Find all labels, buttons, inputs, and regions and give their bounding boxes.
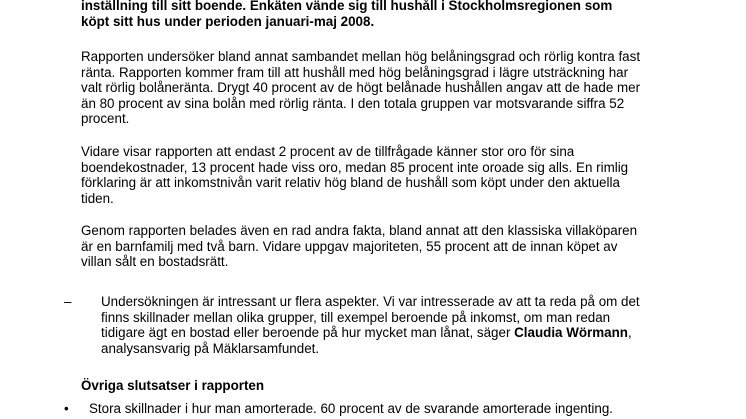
quote-comma: , xyxy=(627,325,632,341)
paragraph-line: förklaring är att inkomstnivån varit relativ hög bland de hushåll som köpt under den aktuella xyxy=(81,175,620,191)
quote-dash: – xyxy=(64,294,72,309)
quote-line: finns skillnader mellan olika grupper, till exempel beroende på inkomst, om man redan xyxy=(101,309,611,325)
quote-text xyxy=(101,294,681,356)
bullet-marker: • xyxy=(64,401,69,416)
intro-paragraph xyxy=(81,0,681,29)
paragraph-line: är en barnfamilj med två barn. Vidare uppgav majoriteten, 55 procent att de innan köpet av xyxy=(81,238,618,254)
intro-line: köpt sitt hus under perioden januari-maj 2008. xyxy=(81,13,375,29)
paragraph-line: valt rörlig bolåneränta. Drygt 40 procent av de högt belånade hushållen angav att de hade mer xyxy=(81,80,641,96)
paragraph-line: procent. xyxy=(81,111,130,127)
bullet-item xyxy=(64,401,744,417)
paragraph-interest-rate xyxy=(81,49,681,127)
paragraph-line: ränta. Rapporten kommer fram till att hushåll med hög belåningsgrad i lägre utsträckning har xyxy=(81,64,629,80)
quote-line xyxy=(101,325,681,341)
paragraph-line: Vidare visar rapporten att endast 2 procent av de tillfrågade känner stor oro för sina xyxy=(81,144,575,159)
quote-line-text: tidigare ägt en bostad eller beroende på hur mycket man lånat, säger xyxy=(101,325,515,341)
paragraph-housing-worry xyxy=(81,144,681,206)
bullet-text: Stora skillnader i hur man amorterade. 60 procent av de svarande amorterade ingenting. xyxy=(89,401,614,416)
quote-block xyxy=(64,294,684,356)
intro-line: inställning till sitt boende. Enkäten vände sig till hushåll i Stockholmsregionen som xyxy=(81,0,613,13)
paragraph-line: Genom rapporten belades även en rad andra fakta, bland annat att den klassiska villaköparen xyxy=(81,223,638,238)
paragraph-line: villan sålt en bostadsrätt. xyxy=(81,254,229,270)
quote-line: analysansvarig på Mäklarsamfundet. xyxy=(101,340,320,356)
quote-line: Undersökningen är intressant ur flera aspekter. Vi var intresserade av att ta reda på om det xyxy=(101,294,640,309)
paragraph-line: boendekostnader, 13 procent hade viss oro, medan 85 procent inte oroade sig alls. En rimlig xyxy=(81,159,629,175)
paragraph-line: än 80 procent av sina bolån med rörlig ränta. I den totala gruppen var motsvarande siffra 52 xyxy=(81,95,625,111)
paragraph-line: tiden. xyxy=(81,190,114,206)
paragraph-other-facts xyxy=(81,223,681,270)
quote-speaker: Claudia Wörmann xyxy=(514,325,628,341)
section-heading: Övriga slutsatser i rapporten xyxy=(81,378,265,393)
paragraph-line: Rapporten undersöker bland annat sambandet mellan hög belåningsgrad och rörlig kontra fast xyxy=(81,49,641,64)
